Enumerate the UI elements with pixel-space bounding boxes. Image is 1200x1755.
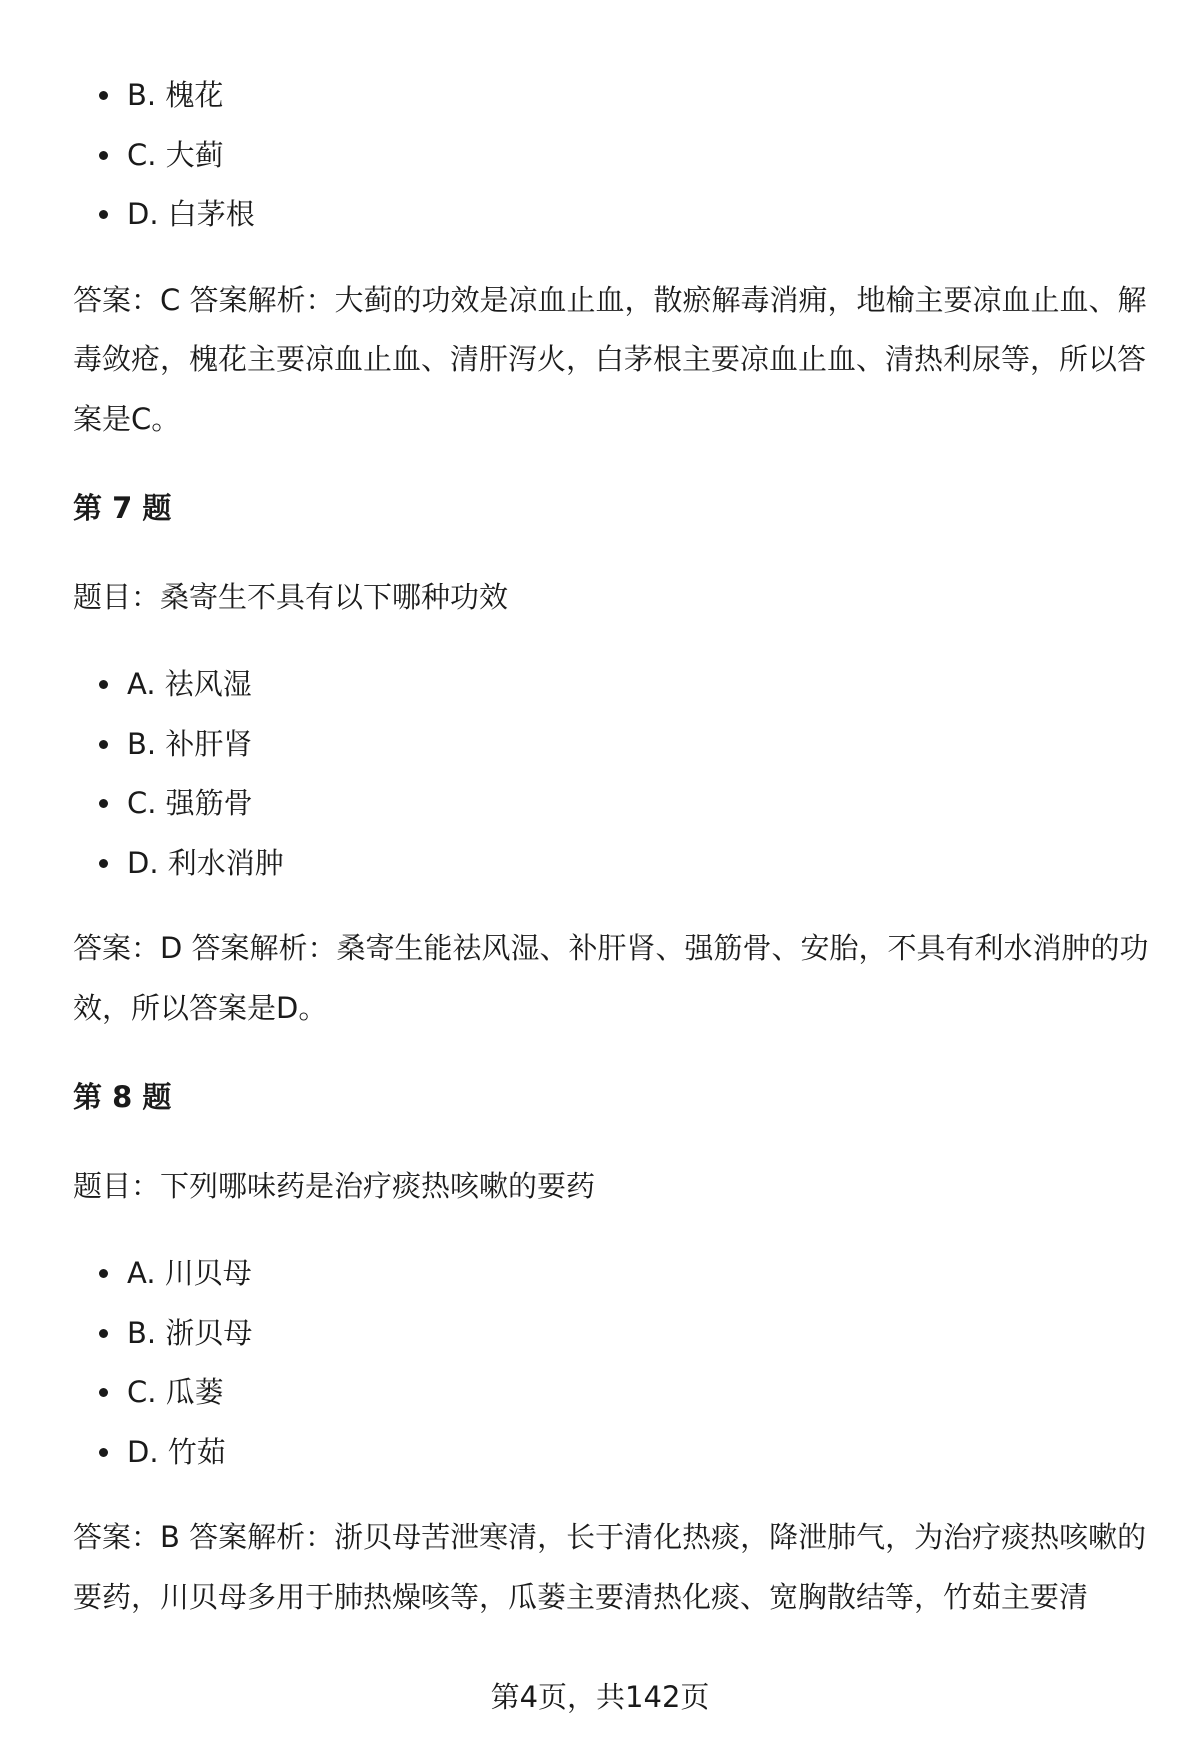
q8-option-b: B. 浙贝母 [73, 1304, 1153, 1364]
q8-option-c: C. 瓜蒌 [73, 1363, 1153, 1423]
q7-option-b: B. 补肝肾 [73, 715, 1153, 775]
q7-option-a: A. 祛风湿 [73, 655, 1153, 715]
q6-option-list [73, 66, 1153, 245]
q8-option-list [73, 1244, 1153, 1482]
q6-answer: 答案：C 答案解析：大蓟的功效是凉血止血，散瘀解毒消痈，地榆主要凉血止血、解毒敛疮，槐花主要凉血止血、清肝泻火，白茅根主要凉血止血、清热利尿等，所以答案是C。 [73, 282, 1147, 436]
q7-option-c: C. 强筋骨 [73, 774, 1153, 834]
q8-heading: 第 8 题 [73, 1080, 172, 1114]
q7-option-d: D. 利水消肿 [73, 834, 1153, 894]
q6-option-d: D. 白茅根 [73, 185, 1153, 245]
q6-option-b: B. 槐花 [73, 66, 1153, 126]
page-number: 第4页，共142页 [490, 1680, 710, 1714]
q8-option-d: D. 竹茹 [73, 1423, 1153, 1483]
document-body [73, 66, 1153, 1627]
q7-heading: 第 7 题 [73, 491, 172, 525]
q8-answer: 答案：B 答案解析：浙贝母苦泄寒清，长于清化热痰，降泄肺气，为治疗痰热咳嗽的要药，川贝母多用于肺热燥咳等，瓜蒌主要清热化痰、宽胸散结等，竹茹主要清 [73, 1520, 1147, 1614]
q8-question: 题目：下列哪味药是治疗痰热咳嗽的要药 [73, 1168, 596, 1203]
q7-answer: 答案：D 答案解析：桑寄生能祛风湿、补肝肾、强筋骨、安胎，不具有利水消肿的功效，所以答案是D。 [73, 931, 1149, 1025]
q7-question: 题目：桑寄生不具有以下哪种功效 [73, 579, 509, 614]
q7-option-list [73, 655, 1153, 893]
q6-option-c: C. 大蓟 [73, 126, 1153, 186]
q8-option-a: A. 川贝母 [73, 1244, 1153, 1304]
